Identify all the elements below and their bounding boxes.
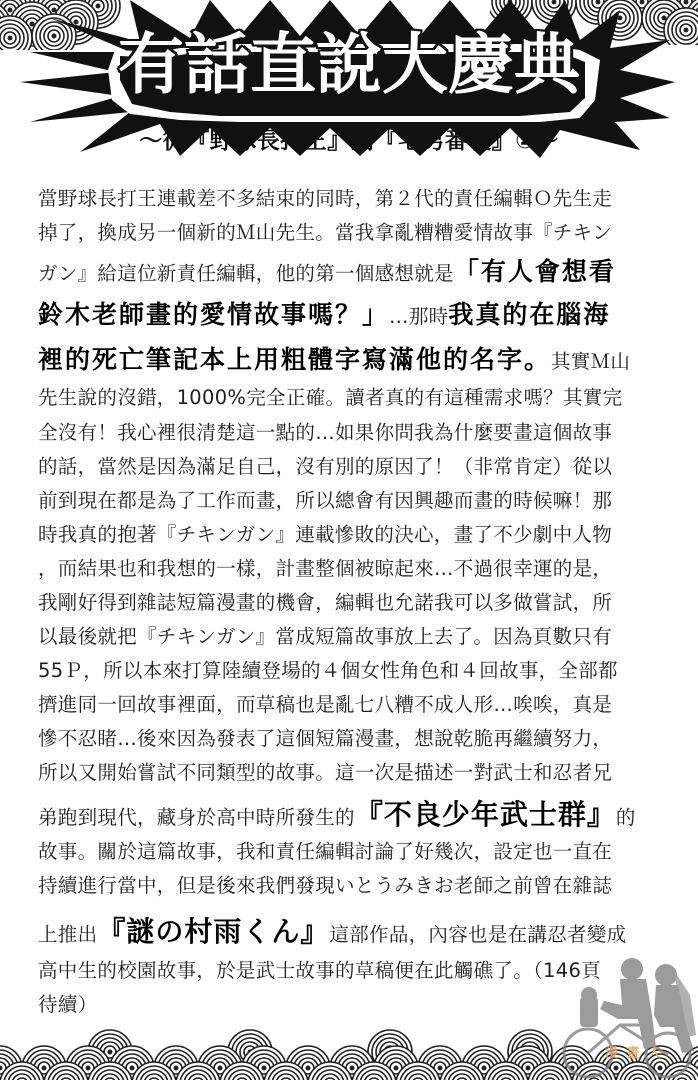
- body-text-segment: 這部作品，內容也是在講忍者變成: [329, 923, 627, 946]
- emphasis-text: 「有人會想看: [453, 257, 616, 286]
- emphasis-text: 『不良少年武士群』: [354, 798, 616, 831]
- article-line: [38, 757, 612, 785]
- page-title: 有話直說大慶典: [118, 26, 580, 103]
- body-text-segment: 慘不忍睹…後來因為發表了這個短篇漫畫，想說乾脆再繼續努力，: [38, 727, 613, 750]
- body-text-segment: …那時: [389, 305, 449, 328]
- body-text-segment: 擠進同一回故事裡面，而草稿也是亂七八糟不成人形…唉唉，真是: [38, 693, 613, 716]
- page-subtitle: ～從『野球長打王』到『宅男番長』②～: [139, 128, 559, 154]
- body-text-segment: 時我真的抱著『チキンガン』連載慘敗的決心，畫了不少劇中人物: [38, 523, 613, 546]
- article-line: [38, 183, 612, 211]
- body-text-segment: 待續）: [38, 993, 98, 1016]
- article-line: [38, 519, 612, 547]
- body-text-segment: 的: [615, 806, 636, 829]
- emphasis-text: 『謎の村雨くん』: [97, 915, 330, 948]
- body-text-segment: 的話，當然是因為滿足自己，沒有別的原因了！（非常肯定）從以: [38, 455, 613, 478]
- article-line: [38, 252, 616, 288]
- body-text-segment: 55Ｐ，所以本來打算陸續登場的４個女性角色和４回故事，全部都: [38, 659, 618, 682]
- body-text-segment: 我剛好得到雜誌短篇漫畫的機會，編輯也允諾我可以多做嘗試，所: [38, 591, 613, 614]
- body-text-segment: 其實Ｍ山: [551, 350, 631, 373]
- article-line: [38, 417, 612, 445]
- body-text-segment: 持續進行當中，但是後來我們發現いとうみきお老師之前曾在雜誌: [38, 874, 613, 897]
- article-line: [38, 910, 626, 950]
- watermark-label: 漫 畫 人: [604, 1046, 664, 1061]
- article-line: [38, 621, 612, 649]
- article-line: [38, 382, 622, 410]
- article-line: [38, 836, 612, 864]
- body-text-segment: 弟跑到現代，藏身於高中時所發生的: [38, 806, 355, 829]
- body-text-segment: 掉了，換成另一個新的Ｍ山先生。當我拿亂糟糟愛情故事『チキン: [38, 221, 613, 244]
- emphasis-text: 裡的死亡筆記本上用粗體字寫滿他的名字。: [38, 345, 552, 374]
- article-line: [38, 989, 97, 1017]
- body-text-segment: 當野球長打王連載差不多結束的同時，第２代的責任編輯Ｏ先生走: [38, 187, 613, 210]
- article-line: [38, 295, 610, 331]
- article-line: [38, 587, 612, 615]
- emphasis-text: 鈴木老師畫的愛情故事嗎？」: [38, 300, 390, 329]
- article-line: [38, 553, 612, 581]
- body-text-segment: 先生說的沒錯，1000%完全正確。讀者真的有這種需求嗎？其實完: [38, 386, 623, 409]
- body-text-segment: 全沒有！我心裡很清楚這一點的…如果你問我為什麼要畫這個故事: [38, 421, 613, 444]
- article-line: [38, 451, 612, 479]
- body-text-segment: ガン』給這位新責任編輯，他的第一個感想就是: [38, 262, 454, 285]
- body-text-segment: 以最後就把『チキンガン』當成短篇故事放上去了。因為頁數只有: [38, 625, 613, 648]
- body-text-segment: 前到現在都是為了工作而畫，所以總會有因興趣而畫的時候嘛！那: [38, 489, 613, 512]
- article-line: [38, 723, 612, 751]
- body-text-segment: ，而結果也和我想的一樣，計畫整個被晾起來…不過很幸運的是，: [38, 557, 613, 580]
- emphasis-text: 我真的在腦海: [448, 300, 611, 329]
- article-line: [38, 655, 618, 683]
- body-text-segment: 高中生的校園故事，於是武士故事的草稿便在此觸礁了。（146頁: [38, 959, 601, 982]
- article-line: [38, 955, 601, 983]
- body-text-segment: 上推出: [38, 923, 98, 946]
- article-line: [38, 689, 612, 717]
- article-line: [38, 793, 636, 833]
- body-text-segment: 故事。關於這篇故事，我和責任編輯討論了好幾次，設定也一直在: [38, 840, 613, 863]
- bicycle-silhouette-icon: [560, 955, 698, 1080]
- body-text-segment: 所以又開始嘗試不同類型的故事。這一次是描述一對武士和忍者兄: [38, 761, 613, 784]
- article-line: [38, 485, 612, 513]
- article-line: [38, 217, 612, 245]
- article-line: [38, 340, 630, 376]
- article-line: [38, 870, 612, 898]
